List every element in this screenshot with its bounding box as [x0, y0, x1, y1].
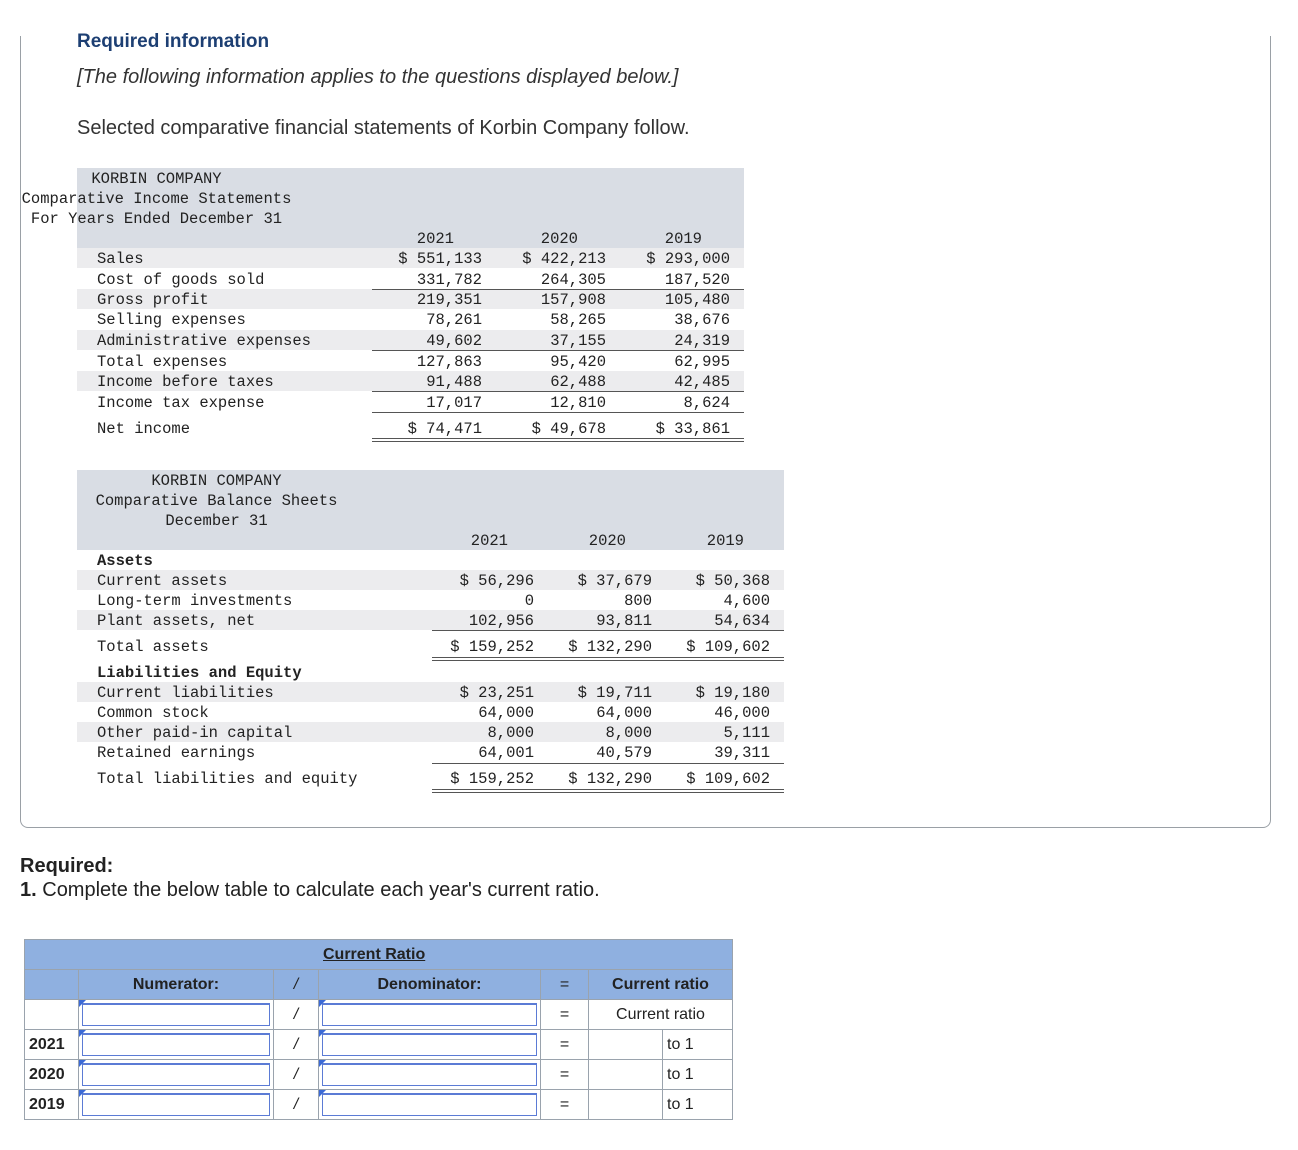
divide-symbol: / [274, 1090, 319, 1120]
asset-row-value: $ 37,679 [577, 572, 652, 590]
income-row-label: Cost of goods sold [97, 271, 265, 289]
balance-period: December 31 [165, 512, 268, 530]
numerator-header: Numerator: [79, 970, 274, 1000]
liability-row-value: 64,000 [596, 704, 652, 722]
liability-row-value: 8,000 [605, 724, 652, 742]
income-year-2019: 2019 [664, 230, 702, 248]
liabilities-heading: Liabilities and Equity [97, 664, 302, 682]
liability-row-value: 40,579 [596, 744, 652, 762]
income-row-value: 219,351 [416, 291, 482, 309]
numerator-2020-input[interactable] [82, 1063, 270, 1086]
income-title: Comparative Income Statements [21, 190, 292, 208]
liability-row-value: $ 109,602 [686, 770, 770, 788]
table-title: Current Ratio [25, 940, 733, 970]
ratio-2020-result[interactable] [589, 1060, 663, 1090]
numerator-2021-input[interactable] [82, 1033, 270, 1056]
income-row-value: $ 293,000 [646, 250, 730, 268]
liability-row-value: 64,001 [478, 744, 534, 762]
question-1 [20, 879, 600, 902]
liability-row-value: 46,000 [714, 704, 770, 722]
current-ratio-table [24, 939, 733, 1120]
liability-row-label: Retained earnings [97, 744, 256, 762]
numerator-2019-input[interactable] [82, 1093, 270, 1116]
assets-heading: Assets [97, 552, 153, 570]
balance-company: KORBIN COMPANY [151, 472, 282, 490]
income-row-value: $ 551,133 [398, 250, 482, 268]
income-row-value: 24,319 [674, 332, 730, 350]
income-row-label: Administrative expenses [97, 332, 311, 350]
ratio-2019-result[interactable] [589, 1090, 663, 1120]
income-row-value: 62,488 [550, 373, 606, 391]
equals-symbol: = [541, 1060, 589, 1090]
ratio-2021-result[interactable] [589, 1030, 663, 1060]
required-heading: Required: [20, 855, 114, 877]
table-row [25, 1030, 733, 1060]
result-header: Current ratio [589, 970, 733, 1000]
income-row-value: 49,602 [426, 332, 482, 350]
denominator-2019-input[interactable] [322, 1093, 537, 1116]
income-row-value: 8,624 [683, 394, 730, 412]
to-one-label: to 1 [663, 1060, 733, 1090]
income-row-value: $ 74,471 [407, 420, 482, 438]
income-row-value: 187,520 [664, 271, 730, 289]
income-row-value: 105,480 [664, 291, 730, 309]
equals-symbol: = [541, 970, 589, 1000]
intro-text: Selected comparative financial statements of Korbin Company follow. [77, 117, 690, 139]
income-row-value: $ 49,678 [531, 420, 606, 438]
income-row-value: 95,420 [550, 353, 606, 371]
asset-row-label: Long-term investments [97, 592, 293, 610]
divide-symbol: / [274, 1060, 319, 1090]
income-row-label: Net income [97, 420, 191, 438]
income-row-value: 17,017 [426, 394, 482, 412]
liability-row-value: $ 132,290 [568, 770, 652, 788]
asset-row-value: 0 [524, 592, 534, 610]
denominator-header: Denominator: [319, 970, 541, 1000]
asset-row-value: 54,634 [714, 612, 770, 630]
asset-row-value: 102,956 [468, 612, 534, 630]
divide-symbol: / [274, 970, 319, 1000]
to-one-label: to 1 [663, 1090, 733, 1120]
asset-row-value: $ 159,252 [450, 638, 534, 656]
table-header-row [25, 970, 733, 1000]
balance-year-2021: 2021 [470, 532, 508, 550]
formula-row [25, 1000, 733, 1030]
asset-row-value: 4,600 [723, 592, 770, 610]
divide-symbol: / [274, 1030, 319, 1060]
applies-note: [The following information applies to the questions displayed below.] [77, 66, 679, 88]
liability-row-label: Other paid-in capital [97, 724, 293, 742]
income-row-value: $ 422,213 [522, 250, 606, 268]
income-row-value: 42,485 [674, 373, 730, 391]
income-row-value: 91,488 [426, 373, 482, 391]
question-number: 1. [20, 879, 37, 901]
row-year: 2021 [25, 1030, 79, 1060]
income-company: KORBIN COMPANY [91, 170, 222, 188]
income-row-label: Income before taxes [97, 373, 274, 391]
question-text: Complete the below table to calculate each year's current ratio. [36, 879, 600, 901]
income-row-value: $ 33,861 [655, 420, 730, 438]
liability-row-value: 39,311 [714, 744, 770, 762]
table-title-row [25, 940, 733, 970]
asset-row-value: $ 109,602 [686, 638, 770, 656]
income-row-label: Income tax expense [97, 394, 265, 412]
asset-row-value: $ 50,368 [695, 572, 770, 590]
denominator-label-input[interactable] [322, 1003, 537, 1026]
balance-title: Comparative Balance Sheets [95, 492, 338, 510]
liability-row-label: Common stock [97, 704, 209, 722]
equals-symbol: = [541, 1090, 589, 1120]
liability-row-value: 8,000 [487, 724, 534, 742]
divide-symbol: / [274, 1000, 319, 1030]
liability-row-label: Current liabilities [97, 684, 274, 702]
asset-row-value: $ 56,296 [459, 572, 534, 590]
income-row-value: 264,305 [540, 271, 606, 289]
denominator-2020-input[interactable] [322, 1063, 537, 1086]
numerator-label-input[interactable] [82, 1003, 270, 1026]
asset-row-label: Current assets [97, 572, 228, 590]
liability-row-value: $ 19,711 [577, 684, 652, 702]
to-one-label: to 1 [663, 1030, 733, 1060]
income-row-label: Gross profit [97, 291, 209, 309]
denominator-2021-input[interactable] [322, 1033, 537, 1056]
row-year: 2019 [25, 1090, 79, 1120]
liability-row-value: 5,111 [723, 724, 770, 742]
asset-row-value: 93,811 [596, 612, 652, 630]
income-row-value: 62,995 [674, 353, 730, 371]
income-row-label: Total expenses [97, 353, 228, 371]
asset-row-label: Total assets [97, 638, 209, 656]
equals-symbol: = [541, 1000, 589, 1030]
table-row [25, 1090, 733, 1120]
result-subheader: Current ratio [589, 1000, 733, 1030]
table-row [25, 1060, 733, 1090]
liability-row-label: Total liabilities and equity [97, 770, 358, 788]
income-row-label: Selling expenses [97, 311, 246, 329]
income-row-value: 12,810 [550, 394, 606, 412]
liability-row-value: 64,000 [478, 704, 534, 722]
liability-row-value: $ 159,252 [450, 770, 534, 788]
income-year-2021: 2021 [416, 230, 454, 248]
liability-row-value: $ 23,251 [459, 684, 534, 702]
required-information-title: Required information [77, 31, 270, 52]
income-row-value: 127,863 [416, 353, 482, 371]
income-year-2020: 2020 [540, 230, 578, 248]
income-row-value: 78,261 [426, 311, 482, 329]
asset-row-label: Plant assets, net [97, 612, 256, 630]
row-year: 2020 [25, 1060, 79, 1090]
asset-row-value: 800 [624, 592, 652, 610]
income-row-label: Sales [97, 250, 144, 268]
income-row-value: 37,155 [550, 332, 606, 350]
income-row-value: 58,265 [550, 311, 606, 329]
equals-symbol: = [541, 1030, 589, 1060]
income-period: For Years Ended December 31 [30, 210, 283, 228]
balance-year-2020: 2020 [588, 532, 626, 550]
income-row-value: 38,676 [674, 311, 730, 329]
income-row-value: 157,908 [540, 291, 606, 309]
income-row-value: 331,782 [416, 271, 482, 289]
asset-row-value: $ 132,290 [568, 638, 652, 656]
liability-row-value: $ 19,180 [695, 684, 770, 702]
balance-year-2019: 2019 [706, 532, 744, 550]
